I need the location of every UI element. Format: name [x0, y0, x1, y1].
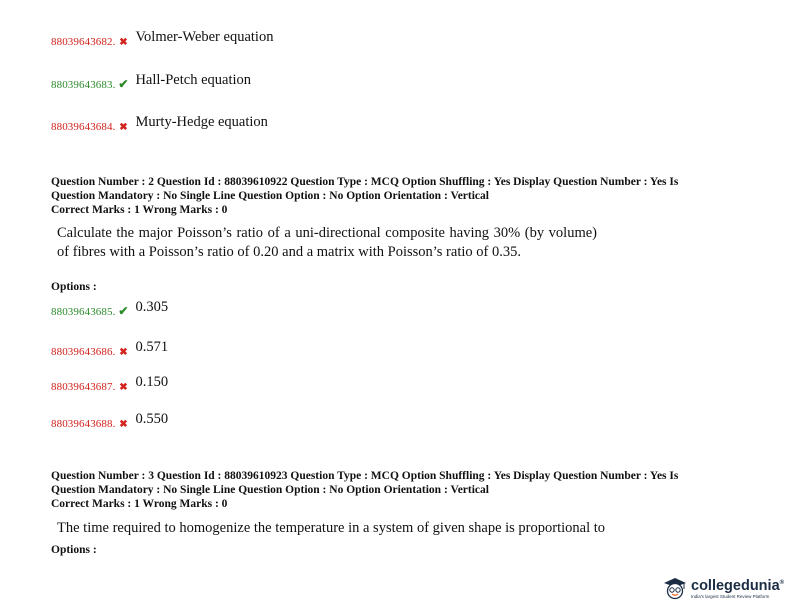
question-text: Calculate the major Poisson’s ratio of a uni-directional composite having 30% (by volume) of fibres with a Poisson’s ratio of 0.20 and a matrix with Poisson’s ratio of 0.35. [57, 225, 597, 260]
question-marks: Correct Marks : 1 Wrong Marks : 0 [51, 204, 228, 216]
option-row [51, 374, 169, 395]
option-row [51, 29, 274, 50]
option-id: 88039643686. [51, 346, 116, 358]
cross-icon: ✖ [119, 382, 128, 393]
option-id: 88039643682. [51, 36, 116, 48]
cross-icon: ✖ [119, 122, 128, 133]
question-meta [51, 175, 751, 217]
option-text: 0.150 [135, 374, 169, 390]
question-marks: Correct Marks : 1 Wrong Marks : 0 [51, 498, 228, 510]
option-text: Murty-Hedge equation [135, 114, 268, 130]
question-meta [51, 469, 751, 511]
cross-icon: ✖ [119, 37, 128, 48]
option-row [51, 411, 169, 432]
question-meta-line: Question Mandatory : No Single Line Question Option : No Option Orientation : Vertical [51, 484, 489, 496]
option-id: 88039643683. [51, 79, 116, 91]
question-meta-line: Question Number : 2 Question Id : 88039610922 Question Type : MCQ Option Shuffling : Yes Display Question Number : Yes Is [51, 176, 679, 188]
option-text: 0.305 [135, 299, 169, 315]
option-row [51, 299, 169, 320]
check-icon: ✔ [118, 304, 129, 318]
logo-tagline: India's largest Student Review Platform [691, 593, 770, 599]
check-icon: ✔ [118, 77, 129, 91]
option-text: Volmer-Weber equation [135, 29, 274, 45]
cross-icon: ✖ [119, 419, 128, 430]
question-meta-line: Question Mandatory : No Single Line Question Option : No Option Orientation : Vertical [51, 190, 489, 202]
option-text: 0.550 [135, 411, 169, 427]
options-label: Options : [51, 544, 97, 556]
options-label: Options : [51, 281, 97, 293]
option-row [51, 339, 169, 360]
collegedunia-logo [662, 575, 784, 601]
cross-icon: ✖ [119, 347, 128, 358]
option-id: 88039643684. [51, 121, 116, 133]
option-text: Hall-Petch equation [135, 72, 252, 88]
question-text: The time required to homogenize the temperature in a system of given shape is proportional to [57, 520, 606, 536]
logo-name: collegedunia® [691, 577, 785, 594]
option-text: 0.571 [135, 339, 169, 355]
option-row [51, 72, 252, 93]
graduate-face-icon [662, 575, 688, 601]
question-meta-line: Question Number : 3 Question Id : 88039610923 Question Type : MCQ Option Shuffling : Yes Display Question Number : Yes Is [51, 470, 679, 482]
option-id: 88039643687. [51, 381, 116, 393]
option-row [51, 114, 268, 135]
option-id: 88039643685. [51, 306, 116, 318]
option-id: 88039643688. [51, 418, 116, 430]
